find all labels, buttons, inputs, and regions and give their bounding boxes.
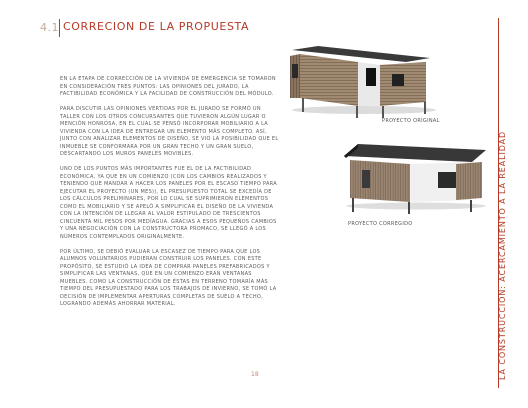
body-text — [60, 76, 280, 316]
corrected-project-render — [340, 142, 488, 218]
paragraph: PARA DISCUTIR LAS OPINIONES VERTIDAS POR EL JURADO SE FORMÓ UN TALLER CON LOS OTROS CONCURSANTES QUE TUVIERON ALGÚN LUGAR O MENCIÓN HONROSA, EN EL CUAL SE PENSÓ INCORPORAR MOBILIARIO A LA VIVIENDA CON LA IDEA DE ENTREGAR UN ELEMENTO MÁS COMPLETO. ASÍ, JUNTO CON ANALIZAR ELEMENTOS DE DISEÑO, SE VIO LA POSIBILIDAD QUE EL INMUEBLE SE CONFORMARA POR UN GRAN TECHO Y UN GRAN SUELO, DESCARTANDO LOS MUROS PANELES MOVIBLES. — [60, 106, 279, 157]
page-number: 18 — [251, 371, 259, 378]
figure-caption-corrected: PROYECTO CORREGIDO — [348, 221, 413, 227]
paragraph: EN LA ETAPA DE CORRECCIÓN DE LA VIVIENDA DE EMERGENCIA SE TOMARON EN CONSIDERACIÓN TRES PUNTOS: LAS OPINIONES DEL JURADO, LA FACTIBILIDAD ECONÓMICA Y LA FACILIDAD DE CONSTRUCCIÓN DEL MÓDULO. — [60, 76, 276, 97]
original-project-render — [284, 44, 436, 126]
figure-caption-original: PROYECTO ORIGINAL — [382, 118, 440, 124]
title-divider — [59, 19, 60, 37]
page-title: CORRECION DE LA PROPUESTA — [63, 20, 250, 33]
paragraph: UNO DE LOS PUNTOS MÁS IMPORTANTES FUE EL DE LA FACTIBILIDAD ECONÓMICA, YA QUE EN UN COMIENZO (CON LOS CAMBIOS REALIZADOS Y TENIENDO QUE MANDAR A HACER LOS PANELES POR EL ESCASO TIEMPO PARA EJECUTAR EL PROYECTO (UN MES)), EL PRESUPUESTO TOTAL SE EXCEDÍA DE LOS CÁLCULOS PRELIMINARES, POR LO CUAL SE SUPRIMIERON ELEMENTOS COMO EL MOBILIARIO Y SE APELÓ A SIMPLIFICAR EL DISEÑO DE LA VIVIENDA CON LA INTENCIÓN DE LLEGAR AL VALOR ESTIPULADO DE TRESCIENTOS CINCUENTA MIL PESOS POR MEDÍAGUA. GRACIAS A ESOS PEQUEÑOS CAMBIOS Y UNA NEGOCIACIÓN CON LA CONSTRUCTORA PROMACO, SE LLEGÓ A LOS NÚMEROS CONTEMPLADOS ORIGINALMENTE. — [60, 166, 277, 240]
paragraph: POR ÚLTIMO, SE DEBIÓ EVALUAR LA ESCASEZ DE TIEMPO PARA QUE LOS ALUMNOS VOLUNTARIOS PUDIERAN CONSTRUIR LOS PANELES. CON ESTE PROPÓSITO, SE ESTUDIÓ LA IDEA DE COMPRAR PANELES PREFABRICADOS Y SIMPLIFICAR LAS VENTANAS, QUE EN UN COMIENZO ERAN VENTANAS MUEBLES. COMO LA CONSTRUCCIÓN DE ÉSTAS EN TERRENO TOMARÍA MÁS TIEMPO DEL PRESUPUESTADO PARA LOS TRABAJOS DE INVIERNO, SE TOMÓ LA DECISIÓN DE IMPLEMENTAR APERTURAS COMPLETAS DE SUELO A TECHO, LOGRANDO ADEMÁS AHORRAR MATERIAL. — [60, 248, 277, 307]
section-number: 4.1 — [40, 21, 59, 34]
chapter-vertical-title: LA CONSTRUCCION: ACERCAMIENTO A LA REALIDAD — [498, 130, 507, 380]
